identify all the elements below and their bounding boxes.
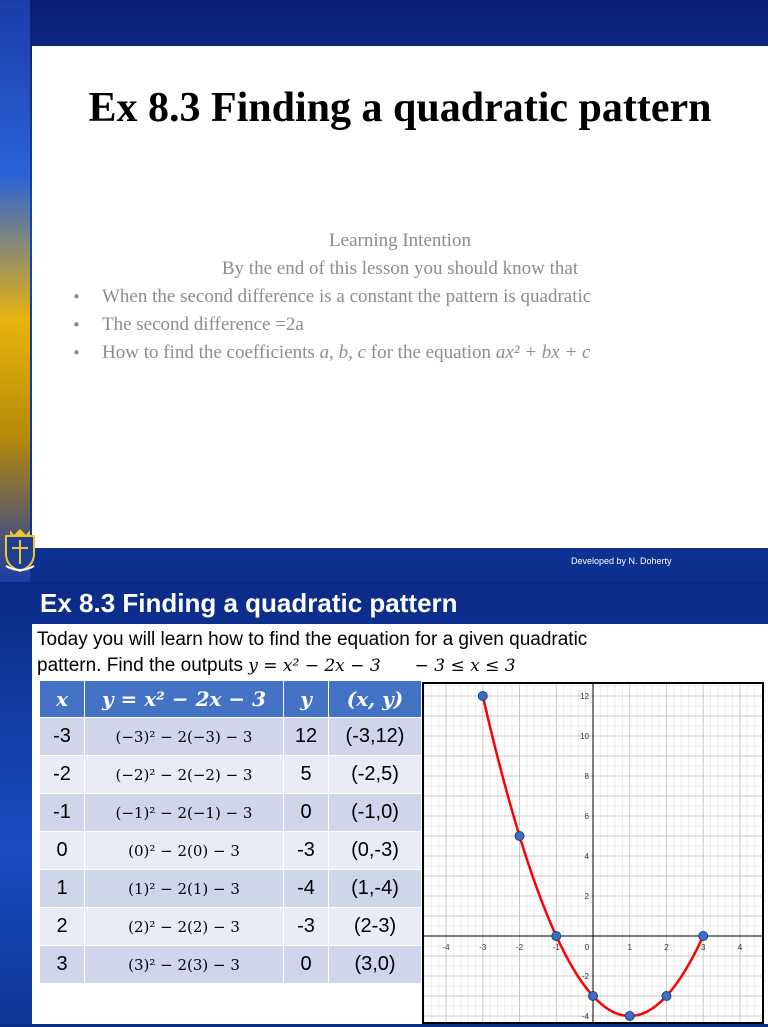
cell-y: 5 <box>284 756 329 794</box>
intro-equation: y = x² − 2x − 3 <box>248 656 381 676</box>
cell-x: 3 <box>40 946 85 984</box>
cell-point: (2-3) <box>329 908 422 946</box>
intro-line-2-text: pattern. Find the outputs <box>37 655 249 676</box>
cell-point: (1,-4) <box>329 870 422 908</box>
cell-expression: (−3)² − 2(−3) − 3 <box>85 718 284 756</box>
slide-1-title: Ex 8.3 Finding a quadratic pattern <box>88 85 712 131</box>
x-tick-label: -3 <box>479 943 487 952</box>
cell-point: (-1,0) <box>329 794 422 832</box>
y-tick-label: 12 <box>580 692 589 701</box>
cell-point: (-3,12) <box>329 718 422 756</box>
x-tick-label: 3 <box>700 943 706 952</box>
bullet-text-mid: for the equation <box>366 342 496 363</box>
decorative-side-strip <box>0 0 30 582</box>
x-tick-label: -2 <box>515 943 524 952</box>
cell-y: -4 <box>284 870 329 908</box>
data-point <box>552 932 561 941</box>
header-y: y <box>284 681 329 718</box>
cell-expression: (−1)² − 2(−1) − 3 <box>85 794 284 832</box>
cell-y: -3 <box>284 832 329 870</box>
bullet-text: How to find the coefficients <box>102 342 320 363</box>
cell-y: 0 <box>284 946 329 984</box>
learning-intention-heading: Learning Intention <box>329 230 471 251</box>
data-point <box>478 692 487 701</box>
values-table <box>39 680 422 984</box>
cell-x: -1 <box>40 794 85 832</box>
table-row <box>40 870 422 908</box>
data-point <box>625 1012 634 1021</box>
header-expression: y = x² − 2x − 3 <box>85 681 284 718</box>
bullet-item: • When the second difference is a constant the pattern is quadratic <box>32 283 768 311</box>
x-tick-label: -4 <box>442 943 450 952</box>
x-tick-label: 2 <box>664 943 669 952</box>
cell-expression: (0)² − 2(0) − 3 <box>85 832 284 870</box>
school-crest-icon <box>2 528 38 572</box>
table-row <box>40 908 422 946</box>
cell-y: 12 <box>284 718 329 756</box>
footer-credit: Developed by N. Doherty <box>571 556 672 566</box>
header-x: x <box>40 681 85 718</box>
table-header-row <box>40 681 422 718</box>
intro-domain: − 3 ≤ x ≤ 3 <box>414 656 516 676</box>
y-tick-label: -4 <box>581 1012 589 1021</box>
y-tick-label: 2 <box>584 892 589 901</box>
intro-line-1: Today you will learn how to find the equation for a given quadratic <box>37 629 588 650</box>
intro-line-2 <box>37 653 762 679</box>
header-point: (x, y) <box>329 681 422 718</box>
graph-svg <box>424 684 762 1022</box>
cell-x: -3 <box>40 718 85 756</box>
data-point <box>699 932 708 941</box>
cell-y: 0 <box>284 794 329 832</box>
bullet-item <box>32 339 768 367</box>
data-point <box>589 992 598 1001</box>
cell-point: (0,-3) <box>329 832 422 870</box>
coefficients-math: a, b, c <box>319 342 367 363</box>
x-tick-label: -1 <box>552 943 560 952</box>
y-tick-label: -2 <box>581 972 589 981</box>
cell-point: (3,0) <box>329 946 422 984</box>
x-tick-label: 1 <box>627 943 632 952</box>
table-row <box>40 718 422 756</box>
y-tick-label: 6 <box>584 812 589 821</box>
data-point <box>662 992 671 1001</box>
cell-expression: (1)² − 2(1) − 3 <box>85 870 284 908</box>
y-tick-label: 4 <box>584 852 589 861</box>
slide-1-content-panel <box>32 46 768 548</box>
y-tick-label: 8 <box>584 772 589 781</box>
learning-bullets <box>32 283 768 367</box>
table-row <box>40 832 422 870</box>
quadratic-graph <box>422 682 764 1024</box>
y-tick-label: 10 <box>580 732 589 741</box>
cell-x: 2 <box>40 908 85 946</box>
learning-intention-intro: By the end of this lesson you should know that <box>221 258 579 279</box>
cell-x: 1 <box>40 870 85 908</box>
bullet-item: • The second difference =2a <box>32 311 768 339</box>
cell-expression: (3)² − 2(3) − 3 <box>85 946 284 984</box>
learning-intention-block <box>32 227 768 367</box>
slide-2-intro <box>37 627 762 679</box>
cell-y: -3 <box>284 908 329 946</box>
cell-point: (-2,5) <box>329 756 422 794</box>
cell-x: 0 <box>40 832 85 870</box>
table-row <box>40 946 422 984</box>
x-tick-label: 4 <box>737 943 743 952</box>
table-row <box>40 756 422 794</box>
table-row <box>40 794 422 832</box>
cell-x: -2 <box>40 756 85 794</box>
cell-expression: (2)² − 2(2) − 3 <box>85 908 284 946</box>
slide-2-title: Ex 8.3 Finding a quadratic pattern <box>40 588 458 618</box>
x-tick-label: 0 <box>584 943 590 952</box>
cell-expression: (−2)² − 2(−2) − 3 <box>85 756 284 794</box>
equation-math: ax² + bx + c <box>495 342 591 363</box>
data-point <box>515 832 524 841</box>
